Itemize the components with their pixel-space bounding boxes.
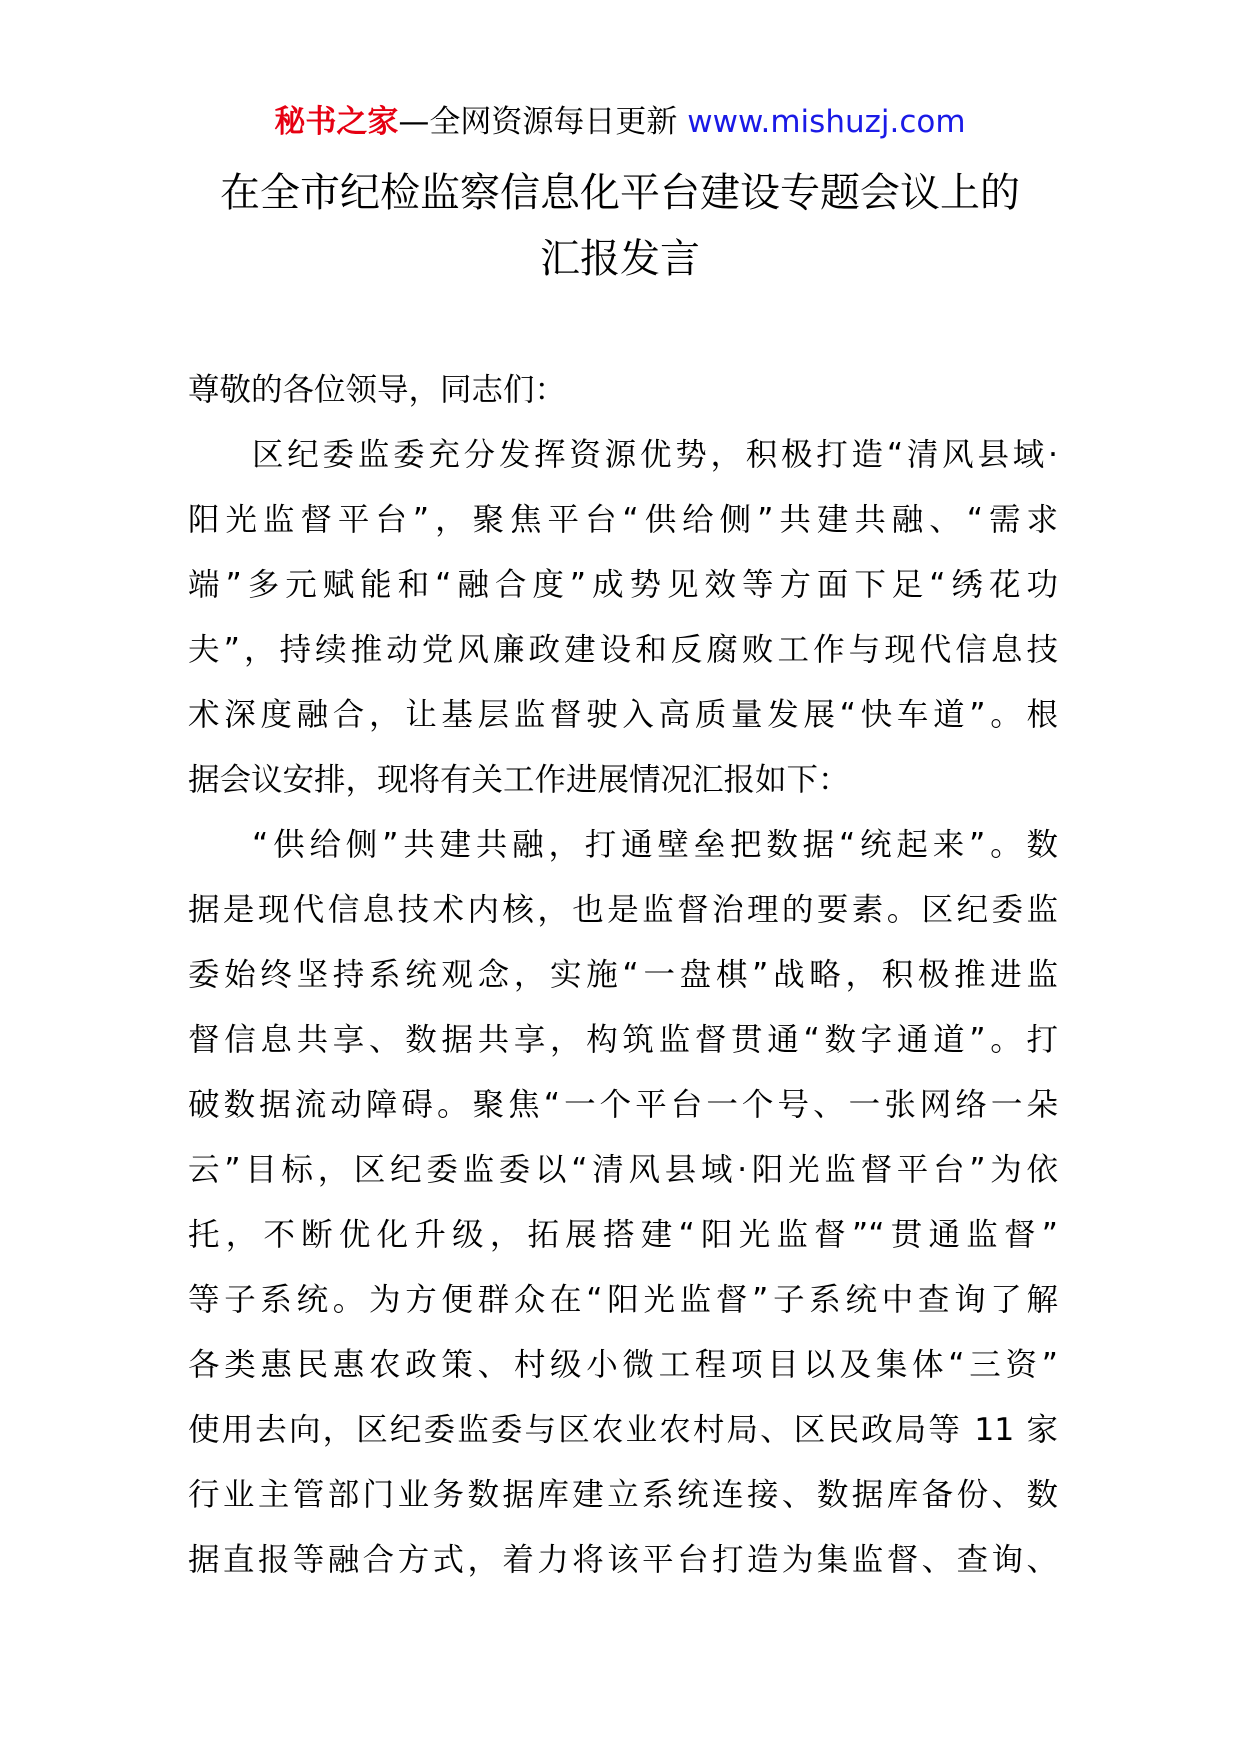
body-line: 端”多元赋能和“融合度”成势见效等方面下足“绣花功 [188,567,1058,603]
title-line-2: 汇报发言 [540,236,700,282]
body-line: 云”目标，区纪委监委以“清风县域·阳光监督平台”为依 [188,1152,1058,1188]
title-line-1: 在全市纪检监察信息化平台建设专题会议上的 [220,170,1020,216]
site-header [0,100,1240,144]
site-url-link[interactable]: www.mishuzj.com [687,104,966,140]
body-line: 托，不断优化升级，拓展搭建“阳光监督”“贯通监督” [188,1217,1058,1253]
body-line: 据直报等融合方式，着力将该平台打造为集监督、查询、 [188,1542,1058,1578]
body-line: 督信息共享、数据共享，构筑监督贯通“数字通道”。打 [188,1022,1058,1058]
body-line: 区纪委监委充分发挥资源优势，积极打造“清风县域· [252,437,1058,473]
body-line: 据是现代信息技术内核，也是监督治理的要素。区纪委监 [188,892,1058,928]
body-line: 术深度融合，让基层监督驶入高质量发展“快车道”。根 [188,697,1058,733]
body-line: 委始终坚持系统观念，实施“一盘棋”战略，积极推进监 [188,957,1058,993]
body-line: 各类惠民惠农政策、村级小微工程项目以及集体“三资” [188,1347,1058,1383]
body-line: “供给侧”共建共融，打通壁垒把数据“统起来”。数 [252,827,1058,863]
body-line: 据会议安排，现将有关工作进展情况汇报如下： [188,762,850,798]
body-line: 使用去向，区纪委监委与区农业农村局、区民政局等 11 家 [188,1412,1058,1448]
body-line: 阳光监督平台”，聚焦平台“供给侧”共建共融、“需求 [188,502,1058,538]
brand-name: 秘书之家 [274,104,399,140]
body-line: 行业主管部门业务数据库建立系统连接、数据库备份、数 [188,1477,1058,1513]
document-body [188,358,1058,1593]
salutation-line: 尊敬的各位领导，同志们： [188,372,567,408]
body-line: 夫”，持续推动党风廉政建设和反腐败工作与现代信息技 [188,632,1058,668]
header-slogan: —全网资源每日更新 [398,104,678,140]
body-line: 等子系统。为方便群众在“阳光监督”子系统中查询了解 [188,1282,1058,1318]
document-title [160,160,1080,292]
body-line: 破数据流动障碍。聚焦“一个平台一个号、一张网络一朵 [188,1087,1058,1123]
